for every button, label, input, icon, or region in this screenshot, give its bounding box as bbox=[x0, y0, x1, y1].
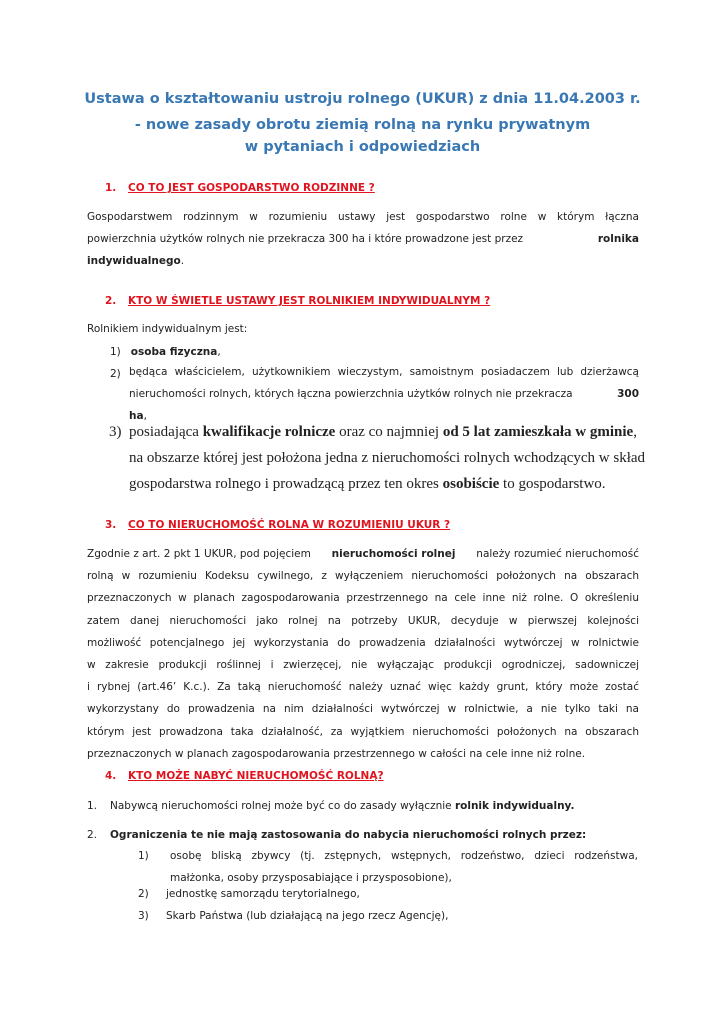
section-3-line-1: Zgodnie z art. 2 pkt 1 UKUR, pod pojęciem nieruchomości rolnej należy rozumieć nieruchomość bbox=[87, 548, 639, 560]
section-3-number: 3. bbox=[105, 519, 117, 531]
section-2-heading bbox=[105, 295, 490, 307]
section-4-sub-3-number: 3) bbox=[138, 910, 149, 922]
section-2-heading-text: KTO W ŚWIETLE USTAWY JEST ROLNIKIEM INDYWIDUALNYM ? bbox=[128, 295, 491, 307]
section-4-heading-text: KTO MOŻE NABYĆ NIERUCHOMOŚĆ ROLNĄ? bbox=[128, 770, 384, 782]
section-2-item-3-line-3: gospodarstwa rolnego i prowadzącą przez ten okres osobiście to gospodarstwo. bbox=[129, 476, 606, 492]
section-4-number: 4. bbox=[105, 770, 117, 782]
section-1-number: 1. bbox=[105, 182, 117, 194]
section-4-point-1: Nabywcą nieruchomości rolnej może być co do zasady wyłącznie rolnik indywidualny. bbox=[110, 800, 575, 812]
section-4-sub-1-number: 1) bbox=[138, 850, 149, 862]
section-4-sub-2: jednostkę samorządu terytorialnego, bbox=[166, 888, 360, 900]
section-1-heading bbox=[105, 182, 375, 194]
section-2-item-1: 1) osoba fizyczna, bbox=[110, 346, 221, 358]
section-4-point-2-number: 2. bbox=[87, 829, 98, 841]
section-4-heading bbox=[105, 770, 384, 782]
section-1-paragraph bbox=[87, 206, 639, 273]
section-4-point-2: Ograniczenia te nie mają zastosowania do nabycia nieruchomości rolnych przez: bbox=[110, 829, 587, 841]
section-4-point-1-number: 1. bbox=[87, 800, 98, 812]
section-1-heading-text: CO TO JEST GOSPODARSTWO RODZINNE ? bbox=[128, 182, 375, 194]
section-1-line-1: Gospodarstwem rodzinnym w rozumieniu ustawy jest gospodarstwo rolne w którym łączna bbox=[87, 211, 639, 223]
section-2-item-3-number: 3) bbox=[109, 424, 122, 440]
section-2-item-3-line-2: na obszarze której jest położona jedna z nieruchomości rolnych wchodzących w skład bbox=[129, 450, 646, 466]
section-3-heading bbox=[105, 519, 450, 531]
section-2-intro: Rolnikiem indywidualnym jest: bbox=[87, 323, 248, 335]
section-1-line-2: powierzchnia użytków rolnych nie przekracza 300 ha i które prowadzone jest przez rolnika bbox=[87, 228, 639, 250]
section-2-number: 2. bbox=[105, 295, 117, 307]
title-line-2: - nowe zasady obrotu ziemią rolną na rynku prywatnym bbox=[134, 117, 591, 133]
title-line-1: Ustawa o kształtowaniu ustroju rolnego (UKUR) z dnia 11.04.2003 r. bbox=[84, 91, 641, 107]
section-2-item-2-number: 2) bbox=[110, 368, 121, 380]
section-4-sub-3: Skarb Państwa (lub działającą na jego rzecz Agencję), bbox=[166, 910, 449, 922]
rolnika-bold: rolnika bbox=[597, 233, 639, 246]
section-4-sub-1: osobę bliską zbywcy (tj. zstępnych, wstępnych, rodzeństwo, dzieci rodzeństwa, małżonka, osoby przysposabiające i przysposobione), bbox=[170, 850, 638, 885]
section-2-item-2: będąca właścicielem, użytkownikiem wieczystym, samoistnym posiadaczem lub dzierżawcą nieruchomości rolnych, których łączna powierzchnia użytków rolnych nie przekracza 300 ha, bbox=[129, 366, 639, 423]
section-3-paragraph: Zgodnie z art. 2 pkt 1 UKUR, pod pojęciem nieruchomości rolnej należy rozumieć nieruchomość rolną w rozumieniu Kodeksu cywilnego, z wyłączeniem nieruchomości położonych na obszarach przeznaczonych w planach zagospodarowania przestrzennego na cele inne niż rolne. O określeniu zatem danej nieruchomości jako rolnej na potrzeby UKUR, decyduje w pierwszej kolejności możliwość potencjalnego jej wykorzystania do prowadzenia działalności wytwórczej w rolnictwie w zakresie produkcji roślinnej i zwierzęcej, nie wyłączając produkcji ogrodniczej, sadowniczej i rybnej (art.46’ K.c.). Za taką nieruchomość należy uznać więc każdy grunt, który może zostać wykorzystany do prowadzenia na nim działalności wytwórczej w rolnictwie, a nie tylko taki na którym jest prowadzona taka działalność, za wyjątkiem nieruchomości położonych na obszarach przeznaczonych w planach zagospodarowania przestrzennego w całości na cele inne niż rolne. bbox=[87, 543, 639, 765]
title-line-3: w pytaniach i odpowiedziach bbox=[244, 139, 481, 155]
section-4-sub-2-number: 2) bbox=[138, 888, 149, 900]
section-1-line-3: indywidualnego. bbox=[87, 255, 185, 268]
section-2-item-3-line-1: posiadająca kwalifikacje rolnicze oraz co najmniej od 5 lat zamieszkała w gminie, bbox=[129, 424, 637, 440]
section-3-heading-text: CO TO NIERUCHOMOŚĆ ROLNA W ROZUMIENIU UKUR ? bbox=[128, 519, 451, 531]
